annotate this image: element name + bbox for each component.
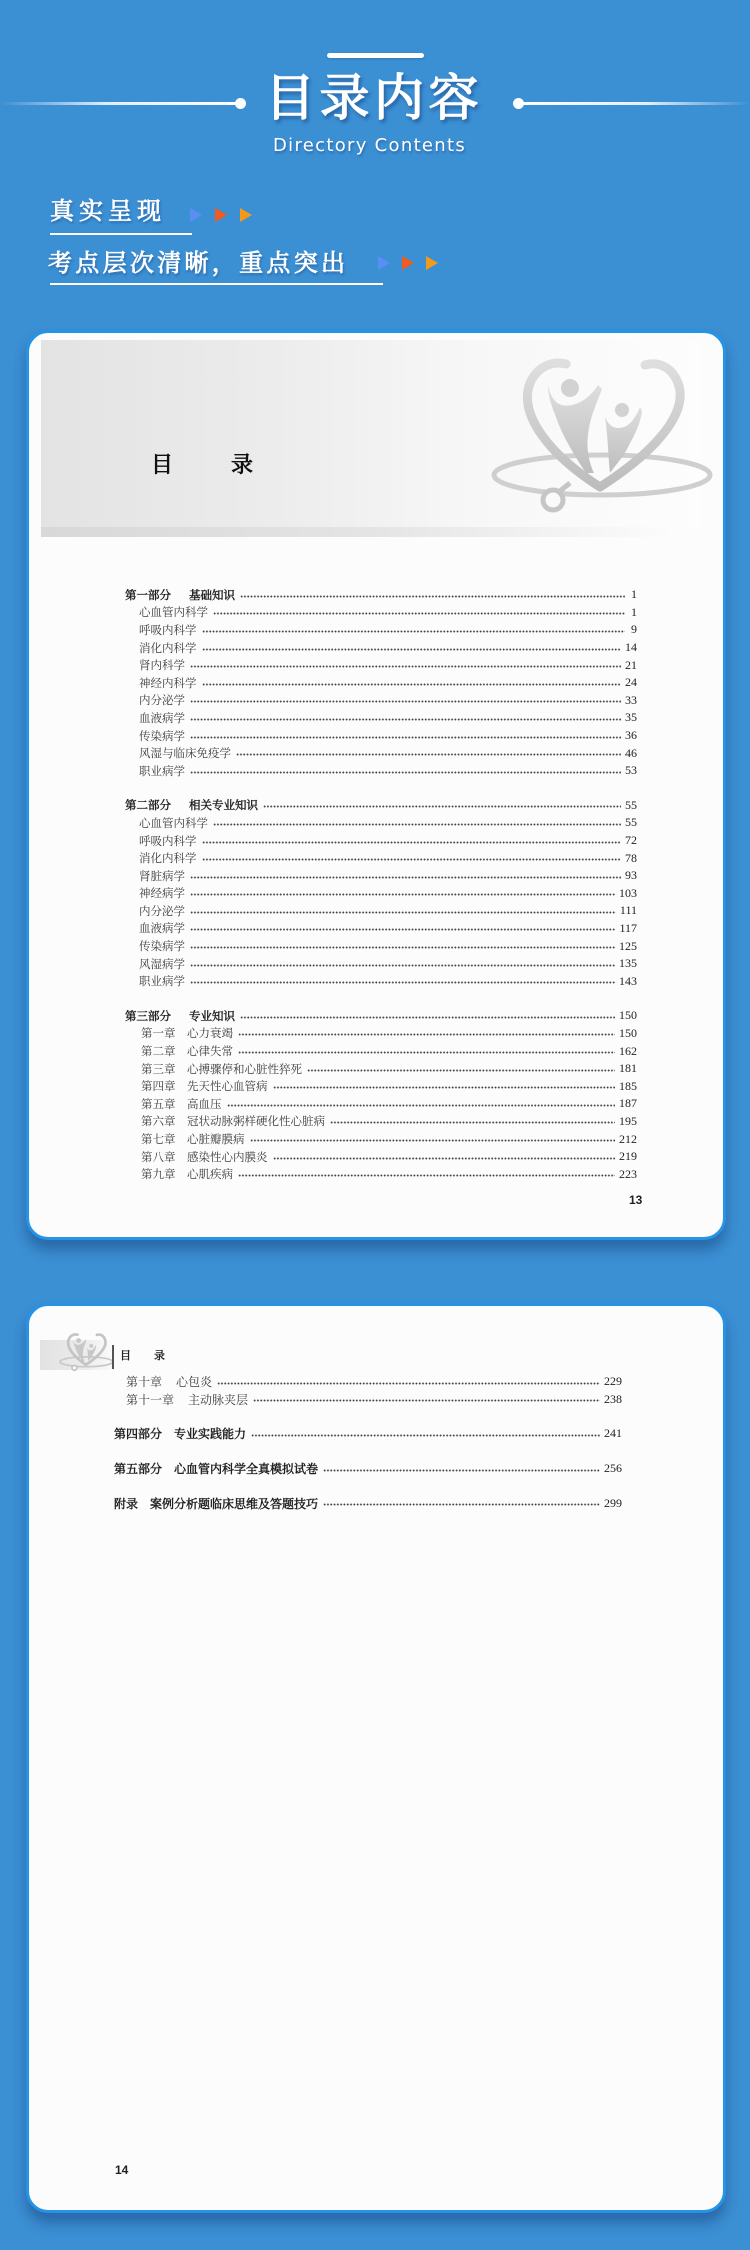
dot-leader — [190, 981, 615, 984]
dot-leader — [190, 718, 621, 721]
toc-part-row — [125, 586, 637, 604]
dot-leader — [240, 1016, 615, 1019]
item-title: 心血管内科学 — [139, 607, 208, 620]
dot-leader — [213, 823, 621, 826]
dot-leader — [253, 1399, 600, 1402]
page-ref: 111 — [619, 903, 637, 918]
item-title: 传染病学 — [139, 941, 185, 954]
page-ref: 125 — [619, 938, 637, 953]
page-ref: 195 — [619, 1113, 637, 1128]
chapter-label: 第六章 — [141, 1116, 176, 1129]
toc-chapter-row — [125, 1130, 637, 1148]
page-ref: 150 — [619, 1025, 637, 1040]
dot-leader — [190, 911, 616, 914]
item-title: 呼吸内科学 — [139, 624, 197, 637]
dot-leader — [190, 893, 615, 896]
chapter-label: 第一章 — [141, 1028, 176, 1041]
play-arrow-icon — [215, 208, 227, 222]
chapter-label: 第十章 — [126, 1375, 163, 1390]
chapter-label: 第五章 — [141, 1098, 176, 1111]
page-ref: 256 — [604, 1461, 622, 1476]
toc-chapter-row — [125, 1025, 637, 1043]
toc-item-row — [125, 709, 637, 727]
toc-item-row — [125, 972, 637, 990]
dot-leader — [213, 612, 625, 615]
part-title: 相关专业知识 — [189, 800, 258, 813]
tagline-1: 真实呈现 — [50, 197, 166, 225]
dot-leader — [227, 1104, 616, 1107]
toc-page-14-card — [26, 1303, 726, 2213]
dot-leader — [190, 928, 615, 931]
page-ref: 53 — [625, 763, 637, 778]
toc-item-row — [125, 674, 637, 692]
dot-leader — [190, 665, 621, 668]
page-subtitle: Directory Contents — [273, 135, 467, 156]
toc-item-row — [125, 621, 637, 639]
item-title: 血液病学 — [139, 923, 185, 936]
dot-leader — [263, 805, 621, 808]
page-ref: 223 — [619, 1166, 637, 1181]
toc-chapter-row — [125, 1077, 637, 1095]
part-label: 第三部分 — [125, 1010, 171, 1023]
dot-leader — [190, 736, 621, 739]
page-ref: 72 — [625, 833, 637, 848]
title-dot-left — [235, 98, 246, 109]
play-arrow-icon — [378, 256, 390, 270]
heading-band-strip — [41, 527, 701, 537]
dot-leader — [190, 946, 615, 949]
page-ref: 212 — [619, 1131, 637, 1146]
page-ref: 35 — [625, 710, 637, 725]
page-ref: 150 — [619, 1008, 637, 1023]
toc-list — [114, 1373, 622, 1512]
chapter-label: 第十一章 — [126, 1392, 175, 1407]
item-title: 风湿病学 — [139, 958, 185, 971]
item-title: 风湿与临床免疫学 — [139, 748, 231, 761]
page-ref: 219 — [619, 1149, 637, 1164]
chapter-title: 心包炎 — [176, 1375, 213, 1390]
part-title: 心血管内科学全真模拟试卷 — [174, 1462, 319, 1477]
tagline-2: 考点层次清晰，重点突出 — [48, 249, 349, 277]
toc-part-row — [114, 1494, 622, 1512]
item-title: 职业病学 — [139, 976, 185, 989]
part-label: 第二部分 — [125, 800, 171, 813]
toc-item-row — [125, 867, 637, 885]
title-top-bar — [327, 53, 424, 58]
dot-leader — [323, 1469, 600, 1472]
page-ref: 241 — [604, 1426, 622, 1441]
item-title: 职业病学 — [139, 765, 185, 778]
appendix-label: 附录 — [114, 1496, 139, 1511]
page-ref: 299 — [604, 1495, 622, 1510]
toc-item-row — [125, 604, 637, 622]
chapter-label: 第二章 — [141, 1046, 176, 1059]
part-label: 第五部分 — [114, 1462, 163, 1477]
toc-page-13-card — [26, 330, 726, 1240]
dot-leader — [330, 1121, 615, 1124]
toc-item-row — [125, 849, 637, 867]
item-title: 呼吸内科学 — [139, 835, 197, 848]
page-ref: 143 — [619, 973, 637, 988]
part-title: 专业知识 — [189, 1010, 235, 1023]
page-ref: 229 — [604, 1374, 622, 1389]
heart-family-stethoscope-logo-icon — [59, 1332, 114, 1372]
toc-chapter-row — [125, 1165, 637, 1183]
page-ref: 46 — [625, 745, 637, 760]
running-head-char-2: 录 — [154, 1350, 165, 1362]
toc-item-row — [125, 814, 637, 832]
chapter-title: 高血压 — [187, 1098, 222, 1111]
chapter-label: 第八章 — [141, 1151, 176, 1164]
dot-leader — [238, 1033, 615, 1036]
item-title: 神经病学 — [139, 888, 185, 901]
page-ref: 9 — [631, 622, 637, 637]
toc-item-row — [125, 937, 637, 955]
page-ref: 103 — [619, 885, 637, 900]
chapter-label: 第三章 — [141, 1063, 176, 1076]
toc-item-row — [125, 902, 637, 920]
dot-leader — [251, 1434, 600, 1437]
dot-leader — [238, 1174, 615, 1177]
play-arrow-icon — [190, 208, 202, 222]
dot-leader — [238, 1051, 615, 1054]
dot-leader — [202, 858, 622, 861]
dot-leader — [307, 1069, 615, 1072]
item-title: 内分泌学 — [139, 905, 185, 918]
chapter-title: 先天性心血管病 — [187, 1081, 268, 1094]
page-ref: 93 — [625, 868, 637, 883]
page-title: 目录内容 — [265, 69, 483, 127]
toc-chapter-row — [125, 1113, 637, 1131]
page-ref: 181 — [619, 1061, 637, 1076]
page-ref: 117 — [619, 920, 637, 935]
part-label: 第一部分 — [125, 589, 171, 602]
dot-leader — [240, 595, 625, 598]
dot-leader — [202, 683, 622, 686]
tagline-2-underline — [50, 283, 383, 285]
page-ref: 238 — [604, 1391, 622, 1406]
play-arrow-icon — [240, 208, 252, 222]
chapter-title: 心脏瓣膜病 — [187, 1134, 245, 1147]
toc-item-row — [125, 744, 637, 762]
item-title: 消化内科学 — [139, 853, 197, 866]
toc-item-row — [125, 656, 637, 674]
toc-item-row — [125, 692, 637, 710]
item-title: 肾脏病学 — [139, 870, 185, 883]
toc-part-row — [125, 1007, 637, 1025]
heart-family-stethoscope-logo-icon — [490, 355, 715, 515]
chapter-label: 第七章 — [141, 1134, 176, 1147]
chapter-title: 主动脉夹层 — [188, 1392, 249, 1407]
chapter-label: 第四章 — [141, 1081, 176, 1094]
toc-list — [125, 586, 637, 1183]
dot-leader — [202, 630, 626, 633]
toc-item-row — [125, 920, 637, 938]
page-number: 13 — [629, 1193, 643, 1207]
toc-heading-char-1: 目 — [151, 452, 174, 477]
page-ref: 1 — [631, 587, 637, 602]
toc-item-row — [125, 762, 637, 780]
play-arrow-icon — [402, 256, 414, 270]
chapter-title: 冠状动脉粥样硬化性心脏病 — [187, 1116, 325, 1129]
dot-leader — [190, 964, 615, 967]
page-number: 14 — [115, 2163, 129, 2177]
dot-leader — [202, 648, 622, 651]
item-title: 内分泌学 — [139, 695, 185, 708]
chapter-title: 心肌疾病 — [187, 1169, 233, 1182]
toc-item-row — [125, 727, 637, 745]
item-title: 肾内科学 — [139, 660, 185, 673]
title-line-right — [523, 102, 750, 105]
toc-chapter-row — [114, 1391, 622, 1409]
part-label: 第四部分 — [114, 1427, 163, 1442]
dot-leader — [190, 876, 621, 879]
toc-part-row — [114, 1425, 622, 1443]
page-ref: 14 — [625, 640, 637, 655]
page-ref: 1 — [631, 604, 637, 619]
item-title: 神经内科学 — [139, 677, 197, 690]
toc-part-row — [114, 1460, 622, 1478]
page-ref: 162 — [619, 1043, 637, 1058]
page-ref: 185 — [619, 1078, 637, 1093]
appendix-title: 案例分析题临床思维及答题技巧 — [150, 1496, 319, 1511]
dot-leader — [273, 1157, 616, 1160]
dot-leader — [190, 771, 621, 774]
dot-leader — [236, 753, 621, 756]
chapter-label: 第九章 — [141, 1169, 176, 1182]
toc-chapter-row — [114, 1373, 622, 1391]
toc-item-row — [125, 832, 637, 850]
dot-leader — [190, 700, 621, 703]
toc-item-row — [125, 955, 637, 973]
toc-item-row — [125, 885, 637, 903]
part-title: 基础知识 — [189, 589, 235, 602]
part-title: 专业实践能力 — [174, 1427, 247, 1442]
toc-chapter-row — [125, 1148, 637, 1166]
dot-leader — [202, 841, 622, 844]
item-title: 心血管内科学 — [139, 817, 208, 830]
toc-chapter-row — [125, 1095, 637, 1113]
play-arrow-icon — [426, 256, 438, 270]
toc-chapter-row — [125, 1042, 637, 1060]
dot-leader — [323, 1503, 600, 1506]
item-title: 传染病学 — [139, 730, 185, 743]
chapter-title: 心搏骤停和心脏性猝死 — [187, 1063, 302, 1076]
running-head-char-1: 目 — [120, 1350, 131, 1362]
dot-leader — [273, 1086, 616, 1089]
toc-part-row — [125, 797, 637, 815]
page-ref: 135 — [619, 956, 637, 971]
page-ref: 78 — [625, 850, 637, 865]
page-ref: 187 — [619, 1096, 637, 1111]
title-line-left — [0, 102, 237, 105]
item-title: 血液病学 — [139, 712, 185, 725]
chapter-title: 心律失常 — [187, 1046, 233, 1059]
item-title: 消化内科学 — [139, 642, 197, 655]
page-ref: 24 — [625, 675, 637, 690]
running-head-divider — [112, 1345, 114, 1369]
page-ref: 36 — [625, 728, 637, 743]
chapter-title: 心力衰竭 — [187, 1028, 233, 1041]
toc-heading-char-2: 录 — [231, 452, 254, 477]
page-ref: 55 — [625, 797, 637, 812]
toc-chapter-row — [125, 1060, 637, 1078]
page-ref: 21 — [625, 657, 637, 672]
dot-leader — [250, 1139, 616, 1142]
toc-item-row — [125, 639, 637, 657]
page-ref: 33 — [625, 692, 637, 707]
dot-leader — [217, 1382, 600, 1385]
page-ref: 55 — [625, 815, 637, 830]
chapter-title: 感染性心内膜炎 — [187, 1151, 268, 1164]
tagline-1-underline — [50, 233, 192, 235]
